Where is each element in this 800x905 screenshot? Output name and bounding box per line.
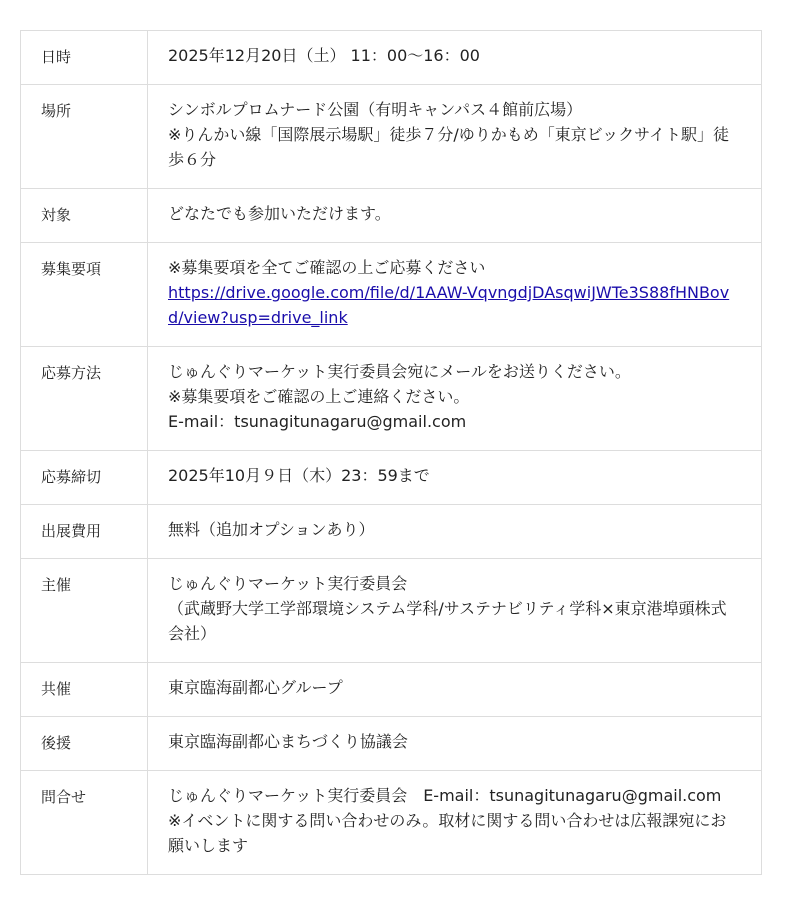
row-datetime xyxy=(21,31,762,85)
row-value xyxy=(148,559,762,663)
contact-note: ※イベントに関する問い合わせのみ。取材に関する問い合わせは広報課宛にお願いします xyxy=(168,811,727,855)
row-fee xyxy=(21,505,762,559)
row-guidelines xyxy=(21,243,762,347)
fee-text: 無料（追加オプションあり） xyxy=(168,520,375,539)
row-venue xyxy=(21,85,762,189)
row-deadline xyxy=(21,451,762,505)
row-value xyxy=(148,505,762,559)
row-support xyxy=(21,717,762,771)
row-value xyxy=(148,451,762,505)
row-label: 応募締切 xyxy=(21,451,148,505)
row-value xyxy=(148,85,762,189)
row-value xyxy=(148,243,762,347)
venue-text: シンボルプロムナード公園（有明キャンパス４館前広場） xyxy=(168,100,583,119)
organizer-text: じゅんぐりマーケット実行委員会 xyxy=(168,574,408,593)
row-label: 日時 xyxy=(21,31,148,85)
row-label: 後援 xyxy=(21,717,148,771)
row-value xyxy=(148,189,762,243)
row-label: 対象 xyxy=(21,189,148,243)
row-value xyxy=(148,717,762,771)
apply-text: じゅんぐりマーケット実行委員会宛にメールをお送りください。 xyxy=(168,362,631,381)
row-apply-method xyxy=(21,347,762,451)
apply-email: E-mail：tsunagitunagaru@gmail.com xyxy=(168,412,467,431)
row-value xyxy=(148,31,762,85)
co-organizer-text: 東京臨海副都心グループ xyxy=(168,678,343,697)
row-label: 募集要項 xyxy=(21,243,148,347)
contact-text: じゅんぐりマーケット実行委員会 E-mail：tsunagitunagaru@gmail.com xyxy=(168,786,722,805)
deadline-text: 2025年10月９日（木）23：59まで xyxy=(168,466,430,485)
row-label: 場所 xyxy=(21,85,148,189)
row-label: 共催 xyxy=(21,663,148,717)
row-target xyxy=(21,189,762,243)
row-contact xyxy=(21,771,762,875)
row-label: 主催 xyxy=(21,559,148,663)
row-label: 問合せ xyxy=(21,771,148,875)
row-label: 応募方法 xyxy=(21,347,148,451)
row-value xyxy=(148,663,762,717)
support-text: 東京臨海副都心まちづくり協議会 xyxy=(168,732,408,751)
guidelines-link[interactable]: https://drive.google.com/file/d/1AAW-VqvngdjDAsqwiJWTe3S88fHNBovd/view?usp=drive_link xyxy=(168,283,730,327)
row-label: 出展費用 xyxy=(21,505,148,559)
row-co-organizer xyxy=(21,663,762,717)
datetime-text: 2025年12月20日（土） 11：00～16：00 xyxy=(168,46,480,65)
apply-note: ※募集要項をご確認の上ご連絡ください。 xyxy=(168,387,470,406)
target-text: どなたでも参加いただけます。 xyxy=(168,204,391,223)
row-organizer xyxy=(21,559,762,663)
access-text: ※りんかい線「国際展示場駅」徒歩７分/ゆりかもめ「東京ビックサイト駅」徒歩６分 xyxy=(168,125,730,169)
organizer-detail: （武蔵野大学工学部環境システム学科/サステナビリティ学科×東京港埠頭株式会社） xyxy=(168,599,727,643)
row-value xyxy=(148,347,762,451)
event-info-table xyxy=(20,30,762,875)
guidelines-note: ※募集要項を全てご確認の上ご応募ください xyxy=(168,258,486,277)
row-value xyxy=(148,771,762,875)
